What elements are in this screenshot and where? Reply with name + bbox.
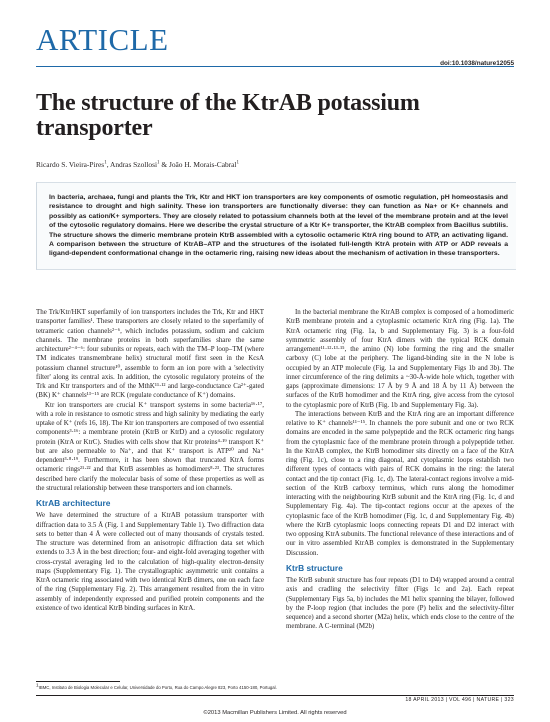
author-separator: , bbox=[106, 160, 110, 169]
footnote-rule bbox=[36, 681, 120, 682]
header-rule bbox=[36, 66, 514, 67]
journal-issue-line: 18 APRIL 2013 | VOL 496 | NATURE | 323 bbox=[405, 697, 514, 703]
footer-rule bbox=[36, 695, 514, 696]
body-column-left bbox=[36, 308, 264, 613]
affiliation-footnote bbox=[36, 685, 277, 690]
body-column-right bbox=[286, 308, 514, 632]
article-title: The structure of the KtrAB potassium transporter bbox=[36, 90, 420, 141]
doi: doi:10.1038/nature12055 bbox=[440, 60, 514, 67]
body-paragraph: In the bacterial membrane the KtrAB complex is composed of a homodimeric KtrB membrane protein and a cytoplasmic octameric KtrA ring (Fig. 1a). The KtrA octameric ring (Fig. 1a, b and Supplementary Fig. 3) is a four-fold symmetric assembly of four KtrA dimers with the typical RCK domain arrangement¹¹·¹²·¹³·¹⁵, the amino (N) lobe forming the ring and the smaller carboxy (C) lobe at the periphery. The ligand-binding site in the N lobe is occupied by an ATP molecule (Fig. 1a and Supplementary Figs 1b and 3b). The inner circumference of the ring delimits a ~30-Å-wide hole which, together with gaps (approximate dimensions: 17 Å by 9 Å and 18 Å by 11 Å) between the surfaces of the KtrB homodimer and the KtrA ring, give access from the cytosol to the cytoplasmic pore of KtrB (Fig. 1b and Supplementary Fig. 3a). bbox=[286, 308, 514, 409]
affiliation-text: IBMC, Instituto de Biologia Molecular e Celular, Universidade do Porto, Rua do Campo Alegre 823, Porto 4150-180, Portugal. bbox=[38, 685, 277, 690]
affiliation-mark: 1 bbox=[236, 160, 239, 166]
affiliation-mark: 1 bbox=[157, 160, 160, 166]
section-heading: KtrAB architecture bbox=[36, 498, 111, 508]
author-name: João H. Morais-Cabral bbox=[168, 160, 237, 169]
author-name: Ricardo S. Vieira-Pires bbox=[36, 160, 105, 169]
copyright-notice: ©2013 Macmillan Publishers Limited. All rights reserved bbox=[203, 710, 347, 716]
author-list bbox=[36, 160, 239, 169]
body-paragraph: We have determined the structure of a KtrAB potassium transporter with diffraction data to 3.5 Å (Fig. 1 and Supplementary Table 1). Two diffraction data sets to better than 4 Å were collected out of many thousands of crystals tested. The structure was determined from an anisotropic diffraction data set which extends to 3.3 Å in the best direction; four- and eight-fold averaging together with cross-crystal averaging led to the calculation of high-quality electron-density maps (Supplementary Fig. 1). The crystallographic asymmetric unit contains a KtrA octameric ring associated with two identical KtrB dimers, one on each face of the ring (Supplementary Fig. 2). This arrangement resulted from the in vitro assembly of independently expressed and purified protein components and the existence of two identical KtrB binding surfaces in KtrA. bbox=[36, 511, 264, 612]
section-heading: KtrB structure bbox=[286, 562, 343, 573]
affiliation-mark: 1 bbox=[104, 160, 107, 166]
section-label: ARTICLE bbox=[36, 22, 169, 57]
body-paragraph: The KtrB subunit structure has four repeats (D1 to D4) wrapped around a central axis and cradling the selectivity filter (Figs 1c and 2a). Each repeat (Supplementary Figs 5a, b) includes the M1 helix spanning the bilayer, followed by the P-loop region (that includes the pore (P) helix and the selectivity-filter sequence) and a second shorter (M2a) helix, which ends close to the centre of the membrane. A C-terminal (M2b) bbox=[286, 576, 514, 631]
affiliation-mark: 1 bbox=[36, 683, 39, 689]
author-name: Andras Szollosi bbox=[109, 160, 157, 169]
body-paragraph: The Trk/Ktr/HKT superfamily of ion transporters includes the Trk, Ktr and HKT transporter families¹. These transporters are closely related to the superfamily of tetrameric cation channels²⁻⁶, which includes potassium, sodium and calcium channels. The membrane proteins in both superfamilies share the same architecture²⁻⁴⁻⁶: four subunits or repeats, each with the TM–P loop–TM (where TM indicates transmembrane helix) structural motif first seen in the KcsA potassium channel structure¹⁰, assemble to form an ion pore with a 'selectivity filter' along its central axis. In addition, the cytosolic regulatory proteins of the Trk and Ktr transporters and of the MthK¹¹·¹² and large-conductance Ca²⁺-gated (BK) K⁺ channels¹³⁻¹⁵ are RCK (regulate conductance of K⁺) domains. bbox=[36, 308, 264, 400]
author-separator: & bbox=[159, 160, 169, 169]
body-paragraph: The interactions between KtrB and the KtrA ring are an important difference relative to K⁺ channels¹¹⁻¹⁵. In channels the pore subunit and one or two RCK domains are encoded in the same polypeptide and the RCK octameric ring hangs from the cytoplasmic face of the membrane protein through a polypeptide tether. In the KtrAB complex, the KtrB homodimer sits directly on a face of the KtrA ring (Fig. 1c), close to a ring diagonal, and cytoplasmic loops establish two different types of contacts with pairs of RCK domains in the ring: the lateral contact and the tip contact (Fig. 1c, d). The lateral-contact regions involve a mid-section of the KtrB carboxy terminus, which runs along the homodimer interacting with the neighbouring KtrB subunit and the KtrA ring (Fig. 1c, d and Supplementary Fig. 4a). The tip-contact regions occur at the apexes of the cytoplasmic face of the KtrB homodimer (Fig. 1c, d and Supplementary Fig. 4b) where the KtrB cytoplasmic loops connecting repeats D1 and D2 interact with two opposing KtrA subunits. The functional relevance of these interactions and of our in vitro assembled KtrAB complex is demonstrated in the Supplementary Discussion. bbox=[286, 409, 514, 557]
body-paragraph: Ktr ion transporters are crucial K⁺ transport systems in some bacteria¹⁶·¹⁷, with a role in resistance to osmotic stress and high salinity by mediating the early uptake of K⁺ (refs 16, 18). The Ktr ion transporters are composed of two essential components³·¹⁶: a membrane protein (KtrB or KtrD) and a cytosolic regulatory protein (KtrA or KtrC). Studies with cells show that Ktr proteins⁴·¹⁹ transport K⁺ but are also permeable to Na⁺, and that K⁺ transport is ATP²⁰ and Na⁺ dependent³·⁸·¹⁹. Furthermore, it has been shown that truncated KtrA forms octameric rings²¹·²² and that KtrB assembles as homodimers⁸·²³. The structures described here clarify the molecular basis of some of these properties as well as the structural relationship between these transporters and ion channels. bbox=[36, 400, 264, 492]
abstract: In bacteria, archaea, fungi and plants the Trk, Ktr and HKT ion transporters are key components of osmotic regulation, pH homeostasis and resistance to drought and high salinity. These ion transporters are functionally diverse: they can function as Na+ or K+ channels and possibly as cation/K+ symporters. They are closely related to potassium channels both at the level of the membrane protein and at the level of the cytosolic regulatory domains. Here we describe the crystal structure of a Ktr K+ transporter, the KtrAB complex from Bacillus subtilis. The structure shows the dimeric membrane protein KtrB assembled with a cytosolic octameric KtrA ring bound to ATP, an activating ligand. A comparison between the structure of KtrAB–ATP and the structures of the isolated full-length KtrA protein with ATP or ADP reveals a ligand-dependent conformational change in the octameric ring, raising new ideas about the mechanism of activation in these transporters. bbox=[36, 182, 516, 270]
